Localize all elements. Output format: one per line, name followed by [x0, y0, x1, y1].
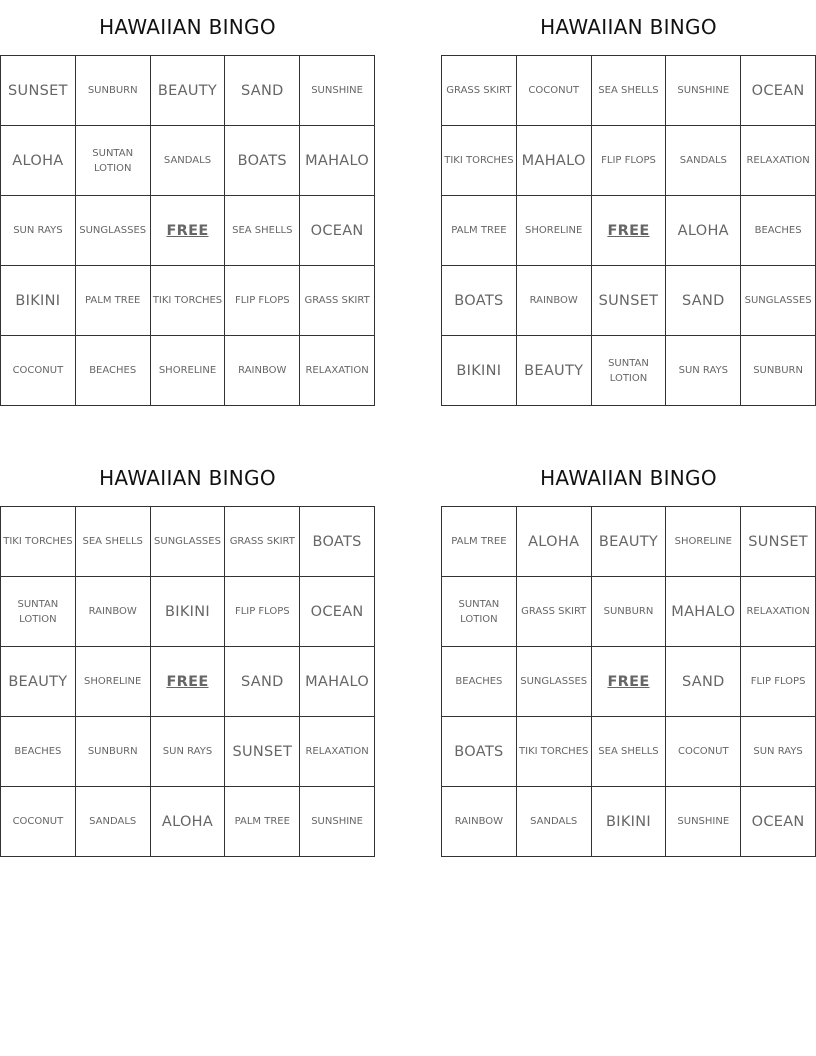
bingo-cell: BIKINI: [442, 336, 517, 406]
bingo-cell: FLIP FLOPS: [225, 577, 300, 647]
bingo-cell: TIKI TORCHES: [442, 126, 517, 196]
bingo-cell: BEAUTY: [151, 56, 226, 126]
bingo-cell: MAHALO: [517, 126, 592, 196]
bingo-cell: SANDALS: [517, 787, 592, 857]
bingo-card-3: [0, 451, 375, 857]
bingo-cell: RELAXATION: [300, 336, 375, 406]
bingo-cell: FLIP FLOPS: [741, 647, 816, 717]
bingo-card-2: [441, 0, 816, 406]
bingo-cell: SHORELINE: [666, 507, 741, 577]
bingo-cell: SAND: [225, 56, 300, 126]
bingo-cell: RELAXATION: [741, 577, 816, 647]
bingo-cell: SUN RAYS: [1, 196, 76, 266]
bingo-cell: BOATS: [442, 717, 517, 787]
bingo-cell: TIKI TORCHES: [1, 507, 76, 577]
bingo-cell: BEAUTY: [1, 647, 76, 717]
bingo-cell: SEA SHELLS: [592, 56, 667, 126]
bingo-cell: SUNGLASSES: [151, 507, 226, 577]
bingo-cell: COCONUT: [517, 56, 592, 126]
bingo-cell: SAND: [666, 266, 741, 336]
bingo-cell: BIKINI: [151, 577, 226, 647]
bingo-cell: GRASS SKIRT: [517, 577, 592, 647]
bingo-cell: OCEAN: [300, 196, 375, 266]
bingo-cell: GRASS SKIRT: [442, 56, 517, 126]
bingo-cell: ALOHA: [1, 126, 76, 196]
bingo-cell: RAINBOW: [225, 336, 300, 406]
bingo-cell: SHORELINE: [517, 196, 592, 266]
bingo-cell: SUNGLASSES: [76, 196, 151, 266]
bingo-cell: SUNSHINE: [666, 787, 741, 857]
bingo-cell: BEACHES: [741, 196, 816, 266]
bingo-cell: BEACHES: [442, 647, 517, 717]
bingo-cell: SUNSHINE: [300, 787, 375, 857]
card-title: HAWAIIAN BINGO: [540, 466, 717, 490]
bingo-cell: BOATS: [300, 507, 375, 577]
bingo-cell: OCEAN: [741, 56, 816, 126]
bingo-cell: BIKINI: [1, 266, 76, 336]
bingo-cell: OCEAN: [741, 787, 816, 857]
bingo-cell: SUNSET: [592, 266, 667, 336]
bingo-cell: RELAXATION: [741, 126, 816, 196]
bingo-cell: BOATS: [442, 266, 517, 336]
card-title: HAWAIIAN BINGO: [99, 15, 276, 39]
bingo-cell: COCONUT: [1, 336, 76, 406]
bingo-cell: SANDALS: [151, 126, 226, 196]
free-space-cell: FREE: [592, 647, 667, 717]
bingo-cell: SEA SHELLS: [76, 507, 151, 577]
free-space-cell: FREE: [151, 196, 226, 266]
bingo-cell: SUNSHINE: [300, 56, 375, 126]
bingo-cell: SUNSET: [1, 56, 76, 126]
bingo-cell: SUN RAYS: [666, 336, 741, 406]
bingo-cell: SUNTAN LOTION: [76, 126, 151, 196]
bingo-cell: GRASS SKIRT: [300, 266, 375, 336]
bingo-cell: ALOHA: [666, 196, 741, 266]
bingo-cell: ALOHA: [151, 787, 226, 857]
bingo-cell: SUNBURN: [76, 717, 151, 787]
bingo-card-1: [0, 0, 375, 406]
bingo-cell: TIKI TORCHES: [151, 266, 226, 336]
bingo-cell: SUNTAN LOTION: [442, 577, 517, 647]
bingo-cell: SEA SHELLS: [592, 717, 667, 787]
bingo-grid: [0, 506, 375, 857]
free-space-cell: FREE: [592, 196, 667, 266]
bingo-cell: PALM TREE: [442, 507, 517, 577]
bingo-cell: SUNGLASSES: [741, 266, 816, 336]
bingo-cell: SUNTAN LOTION: [592, 336, 667, 406]
bingo-cell: SEA SHELLS: [225, 196, 300, 266]
free-space-cell: FREE: [151, 647, 226, 717]
bingo-cell: MAHALO: [300, 126, 375, 196]
bingo-cell: SUNBURN: [76, 56, 151, 126]
bingo-cell: SUNBURN: [592, 577, 667, 647]
bingo-cell: BOATS: [225, 126, 300, 196]
bingo-cell: RAINBOW: [442, 787, 517, 857]
bingo-grid: [441, 506, 816, 857]
bingo-cell: ALOHA: [517, 507, 592, 577]
bingo-cell: SHORELINE: [76, 647, 151, 717]
bingo-cell: BEACHES: [1, 717, 76, 787]
bingo-cell: OCEAN: [300, 577, 375, 647]
bingo-cell: MAHALO: [666, 577, 741, 647]
bingo-cell: FLIP FLOPS: [592, 126, 667, 196]
bingo-cell: SUNBURN: [741, 336, 816, 406]
card-title: HAWAIIAN BINGO: [540, 15, 717, 39]
bingo-cell: SAND: [666, 647, 741, 717]
bingo-cell: BIKINI: [592, 787, 667, 857]
bingo-cell: MAHALO: [300, 647, 375, 717]
bingo-cell: TIKI TORCHES: [517, 717, 592, 787]
bingo-cell: SUNGLASSES: [517, 647, 592, 717]
bingo-cell: SHORELINE: [151, 336, 226, 406]
bingo-cell: RAINBOW: [517, 266, 592, 336]
bingo-cell: BEACHES: [76, 336, 151, 406]
bingo-cell: BEAUTY: [517, 336, 592, 406]
bingo-cell: BEAUTY: [592, 507, 667, 577]
bingo-cell: COCONUT: [1, 787, 76, 857]
bingo-card-4: [441, 451, 816, 857]
bingo-cell: SUN RAYS: [151, 717, 226, 787]
bingo-grid: [441, 55, 816, 406]
bingo-cell: RELAXATION: [300, 717, 375, 787]
bingo-cell: SUNSHINE: [666, 56, 741, 126]
bingo-cell: SUNSET: [225, 717, 300, 787]
bingo-cell: SUN RAYS: [741, 717, 816, 787]
bingo-cell: RAINBOW: [76, 577, 151, 647]
bingo-cell: GRASS SKIRT: [225, 507, 300, 577]
bingo-cell: SANDALS: [76, 787, 151, 857]
bingo-cell: SUNSET: [741, 507, 816, 577]
bingo-cell: SANDALS: [666, 126, 741, 196]
card-title: HAWAIIAN BINGO: [99, 466, 276, 490]
bingo-cell: SAND: [225, 647, 300, 717]
bingo-cell: PALM TREE: [225, 787, 300, 857]
bingo-cell: SUNTAN LOTION: [1, 577, 76, 647]
bingo-cell: COCONUT: [666, 717, 741, 787]
bingo-cell: PALM TREE: [76, 266, 151, 336]
bingo-cell: PALM TREE: [442, 196, 517, 266]
bingo-grid: [0, 55, 375, 406]
bingo-cell: FLIP FLOPS: [225, 266, 300, 336]
